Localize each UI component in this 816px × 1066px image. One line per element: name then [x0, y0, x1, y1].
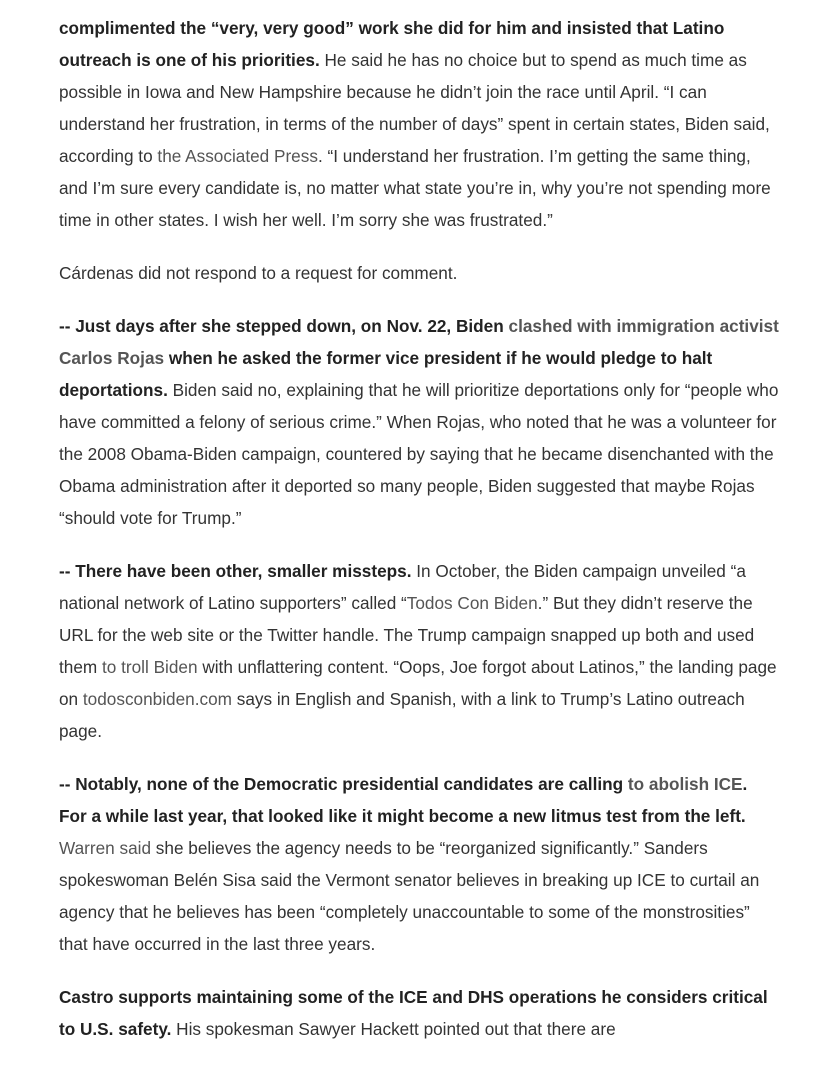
- paragraph-castro: [59, 981, 779, 1045]
- paragraph-abolish-ice: [59, 768, 779, 960]
- body-text: .” But they didn’t reserve the URL for the web site or the Twitter handle. The Trump campaign snapped up both and used them: [59, 593, 755, 677]
- body-text: . “I understand her frustration. I’m getting the same thing, and I’m sure every candidate is, no matter what state you’re in, why you’re not spending more time in other states. I wish her well. I’m sorry she was frustrated.”: [59, 146, 771, 230]
- link-todos-con-biden[interactable]: Todos Con Biden: [406, 593, 538, 613]
- link-troll-biden[interactable]: to troll Biden: [102, 657, 198, 677]
- body-text: He said he has no choice but to spend as much time as possible in Iowa and New Hampshire because he didn’t join the race until April. “I can understand her frustration, in terms of the number of days” spent in certain states, Biden said, according to: [59, 50, 770, 166]
- bold-lead: complimented the “very, very good” work she did for him and insisted that Latino outreach is one of his priorities.: [59, 18, 725, 70]
- body-text: His spokesman Sawyer Hackett pointed out that there are: [171, 1019, 616, 1039]
- paragraph-cardenas: [59, 257, 779, 289]
- bold-text: when he asked the former vice president if he would pledge to halt deportations.: [59, 348, 713, 400]
- link-clashed-with-rojas[interactable]: clashed with immigration activist Carlos Rojas: [59, 316, 779, 368]
- paragraph-biden-response: [59, 12, 779, 236]
- article-body: [59, 12, 779, 1066]
- bold-text: -- Notably, none of the Democratic presidential candidates are calling: [59, 774, 628, 794]
- body-text: she believes the agency needs to be “reorganized significantly.” Sanders spokeswoman Belén Sisa said the Vermont senator believes in breaking up ICE to curtail an agency that he believes has been “completely unaccountable to some of the monstrosities” that have occurred in the last three years.: [59, 838, 760, 954]
- link-associated-press[interactable]: the Associated Press: [157, 146, 318, 166]
- body-text: with unflattering content. “Oops, Joe forgot about Latinos,” the landing page on: [59, 657, 777, 709]
- body-text: says in English and Spanish, with a link to Trump’s Latino outreach page.: [59, 689, 745, 741]
- bold-lead: Castro supports maintaining some of the ICE and DHS operations he considers critical to U.S. safety.: [59, 987, 768, 1039]
- paragraph-missteps: [59, 555, 779, 747]
- paragraph-rojas: [59, 310, 779, 534]
- bold-lead: [59, 774, 747, 826]
- link-warren-said[interactable]: Warren said: [59, 838, 152, 858]
- bold-text: -- Just days after she stepped down, on Nov. 22, Biden: [59, 316, 509, 336]
- link-abolish-ice[interactable]: to abolish ICE: [627, 774, 743, 794]
- body-text: Biden said no, explaining that he will prioritize deportations only for “people who have committed a felony of serious crime.” When Rojas, who noted that he was a volunteer for the 2008 Obama-Biden campaign, countered by saying that he became disenchanted with the Obama administration after it deported so many people, Biden suggested that maybe Rojas “should vote for Trump.”: [59, 380, 779, 528]
- link-todosconbiden-site[interactable]: todosconbiden.com: [82, 689, 232, 709]
- body-text: Cárdenas did not respond to a request for comment.: [59, 263, 458, 283]
- body-text: In October, the Biden campaign unveiled “a national network of Latino supporters” called “: [59, 561, 746, 613]
- bold-text: . For a while last year, that looked like it might become a new litmus test from the left.: [59, 774, 748, 826]
- bold-lead: -- There have been other, smaller missteps.: [59, 561, 412, 581]
